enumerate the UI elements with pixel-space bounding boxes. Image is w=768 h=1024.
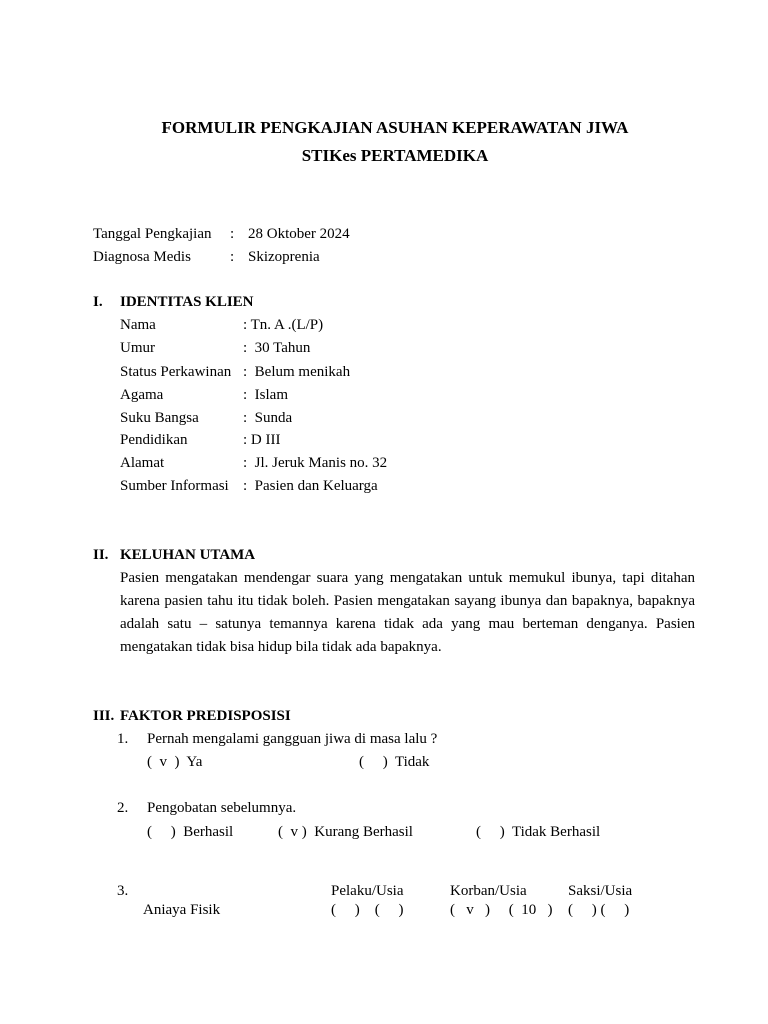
- q2-text: Pengobatan sebelumnya.: [147, 800, 297, 816]
- keluhan-paragraph: Pasien mengatakan mendengar suara yang mengatakan untuk memukul ibunya, tapi ditahan karena pasien tahu itu tidak boleh. Pasien mengatakan sayang ibunya dan bapaknya, bapaknya adalah satu – satunya temannya karena tidak ada yang mau berteman denganya. Pasien mengatakan tidak bisa hidup bila tidak ada bapaknya.: [120, 570, 695, 655]
- identity-label-suku: Suku Bangsa: [120, 410, 199, 426]
- q3-saksi-value: ( ) ( ): [568, 902, 630, 918]
- identity-value-sumber: : Pasien dan Keluarga: [243, 478, 378, 494]
- q3-row-label: Aniaya Fisik: [143, 902, 221, 918]
- identity-value-status: : Belum menikah: [243, 364, 351, 380]
- identity-label-pendidikan: Pendidikan: [120, 432, 188, 448]
- identity-label-nama: Nama: [120, 317, 156, 333]
- tanggal-separator: :: [230, 226, 235, 242]
- identity-value-suku: : Sunda: [243, 410, 293, 426]
- identity-label-sumber: Sumber Informasi: [120, 478, 229, 494]
- section2-title: KELUHAN UTAMA: [120, 547, 256, 563]
- diagnosa-separator: :: [230, 249, 235, 265]
- q3-header-korban: Korban/Usia: [450, 883, 527, 899]
- identity-label-agama: Agama: [120, 387, 164, 403]
- q3-header-pelaku: Pelaku/Usia: [331, 883, 404, 899]
- q3-korban-value: ( v ) ( 10 ): [450, 902, 553, 918]
- q3-header-saksi: Saksi/Usia: [568, 883, 633, 899]
- section1-title: IDENTITAS KLIEN: [120, 294, 254, 310]
- section3-number: III.: [93, 708, 115, 724]
- tanggal-value: 28 Oktober 2024: [248, 226, 350, 242]
- identity-value-umur: : 30 Tahun: [243, 340, 311, 356]
- q2-option-berhasil: ( ) Berhasil: [147, 824, 234, 840]
- form-title-line1: FORMULIR PENGKAJIAN ASUHAN KEPERAWATAN JIWA: [161, 118, 629, 137]
- q1-text: Pernah mengalami gangguan jiwa di masa lalu ?: [147, 731, 438, 747]
- q2-number: 2.: [117, 800, 129, 816]
- section1-number: I.: [93, 294, 103, 310]
- form-title-line2: STIKes PERTAMEDIKA: [301, 146, 489, 165]
- identity-label-umur: Umur: [120, 340, 155, 356]
- q3-number: 3.: [117, 883, 129, 899]
- q1-option-tidak: ( ) Tidak: [359, 754, 430, 770]
- identity-value-nama: : Tn. A .(L/P): [243, 317, 324, 333]
- diagnosa-label: Diagnosa Medis: [93, 249, 191, 265]
- q1-option-ya: ( v ) Ya: [147, 754, 203, 770]
- identity-label-alamat: Alamat: [120, 455, 165, 471]
- tanggal-label: Tanggal Pengkajian: [93, 226, 212, 242]
- q1-number: 1.: [117, 731, 129, 747]
- section2-number: II.: [93, 547, 109, 563]
- q2-option-tidak-berhasil: ( ) Tidak Berhasil: [476, 824, 601, 840]
- identity-label-status: Status Perkawinan: [120, 364, 232, 380]
- identity-value-pendidikan: : D III: [243, 432, 281, 448]
- q2-option-kurang-berhasil: ( v ) Kurang Berhasil: [278, 824, 413, 840]
- identity-value-alamat: : Jl. Jeruk Manis no. 32: [243, 455, 388, 471]
- q3-pelaku-value: ( ) ( ): [331, 902, 404, 918]
- section3-title: FAKTOR PREDISPOSISI: [120, 708, 291, 724]
- diagnosa-value: Skizoprenia: [248, 249, 320, 265]
- identity-value-agama: : Islam: [243, 387, 288, 403]
